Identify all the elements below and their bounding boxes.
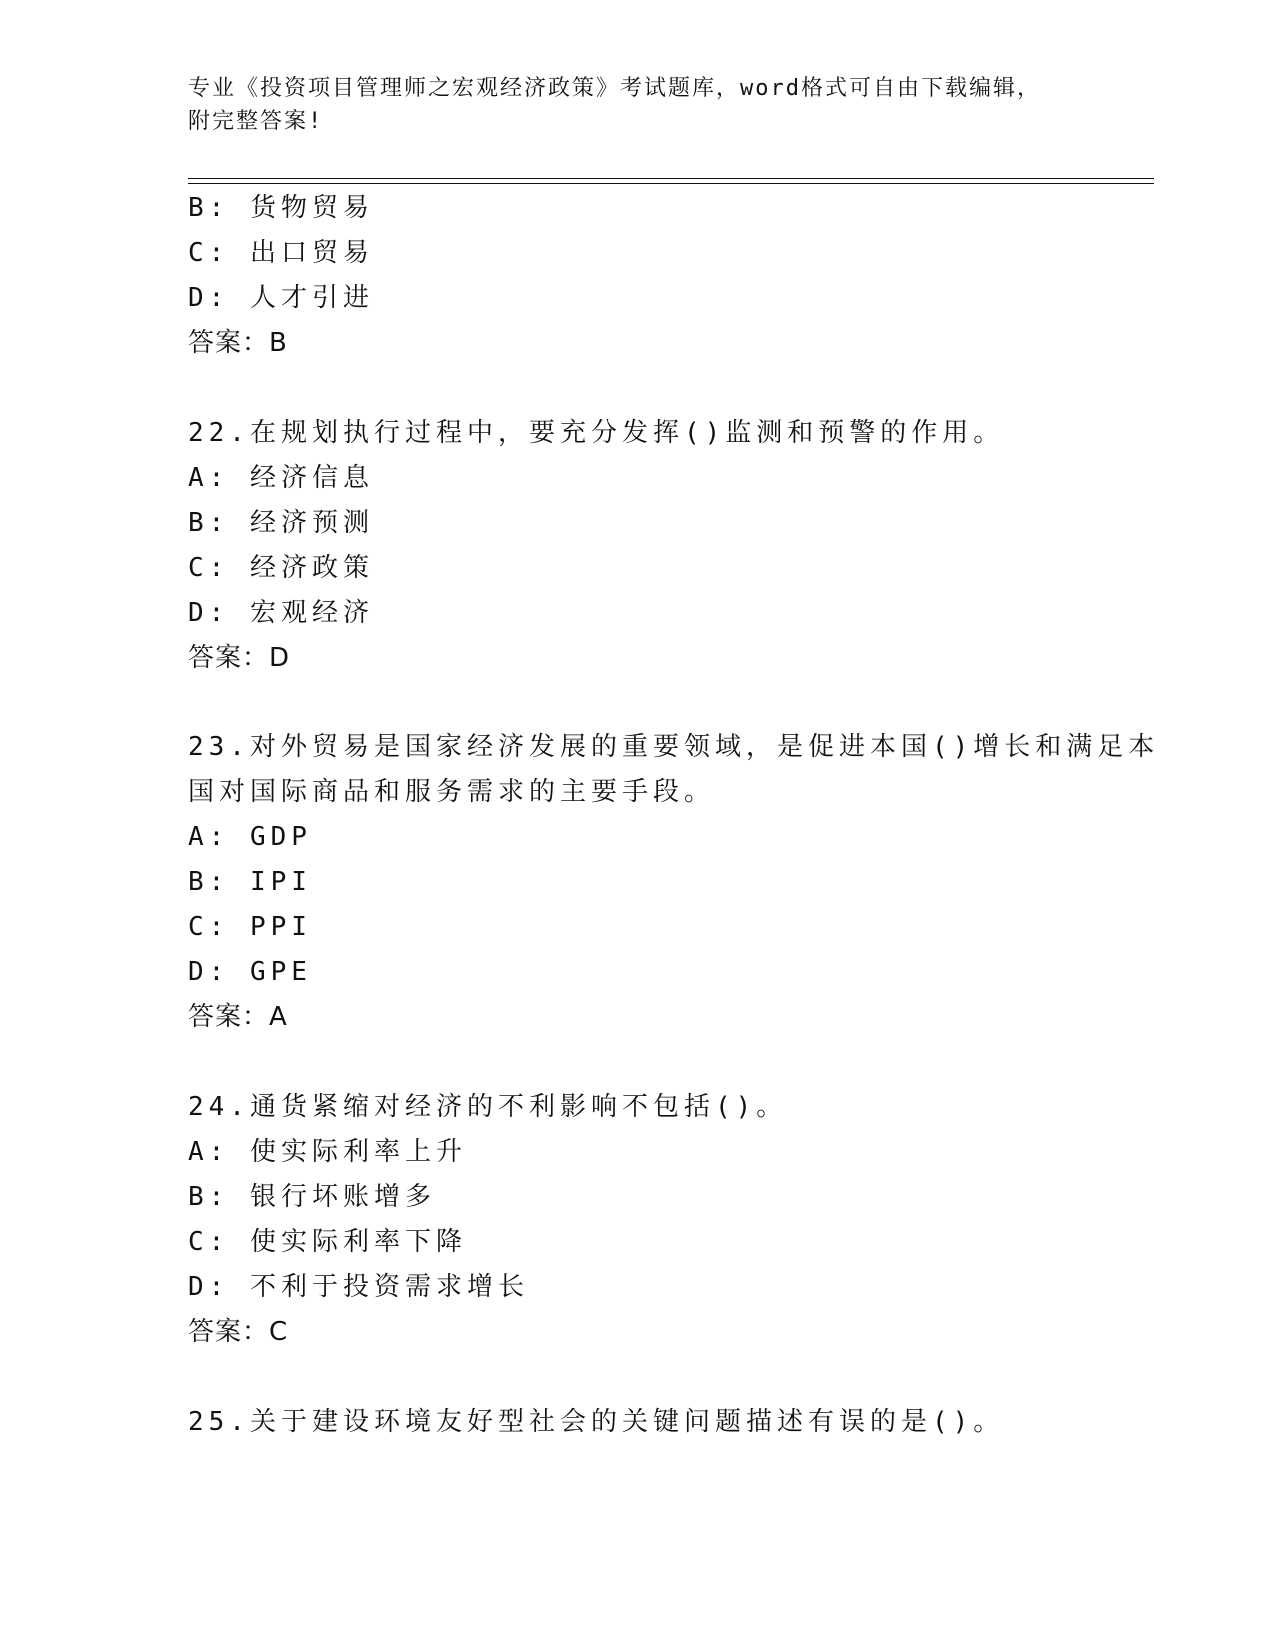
q22-option-d: D: 宏观经济 [188,598,374,628]
q22-option-a: A: 经济信息 [188,463,374,493]
q24-question: 24.通货紧缩对经济的不利影响不包括()。 [188,1092,788,1122]
q24-option-d: D: 不利于投资需求增长 [188,1272,529,1302]
q22-option-b: B: 经济预测 [188,508,374,538]
q21-answer: 答案：B [188,328,288,358]
header-divider-bottom [188,183,1154,184]
q23-question-line-1: 23.对外贸易是国家经济发展的重要领域，是促进本国()增长和满足本 [188,732,1160,762]
q23-question-line-2: 国对国际商品和服务需求的主要手段。 [188,777,716,807]
q24-answer: 答案：C [188,1317,289,1347]
q25-question: 25.关于建设环境友好型社会的关键问题描述有误的是()。 [188,1407,1005,1437]
q22-option-c: C: 经济政策 [188,553,374,583]
q24-option-b: B: 银行坏账增多 [188,1182,436,1212]
q23-option-d: D: GPE [188,957,312,987]
q23-option-c: C: PPI [188,912,312,942]
header-divider-top [188,178,1154,179]
q21-option-d: D: 人才引进 [188,283,374,313]
header-line-1: 专业《投资项目管理师之宏观经济政策》考试题库，word格式可自由下载编辑， [188,76,1041,101]
q22-answer: 答案：D [188,643,291,673]
document-header [188,72,1068,138]
q24-option-a: A: 使实际利率上升 [188,1137,467,1167]
q21-option-c: C: 出口贸易 [188,238,374,268]
q23-option-b: B: IPI [188,867,312,897]
q22-question: 22.在规划执行过程中，要充分发挥()监测和预警的作用。 [188,418,1005,448]
q21-option-b: B: 货物贸易 [188,193,374,223]
q24-option-c: C: 使实际利率下降 [188,1227,467,1257]
header-line-2: 附完整答案! [188,109,324,134]
q23-option-a: A: GDP [188,822,312,852]
q23-answer: 答案：A [188,1002,288,1032]
